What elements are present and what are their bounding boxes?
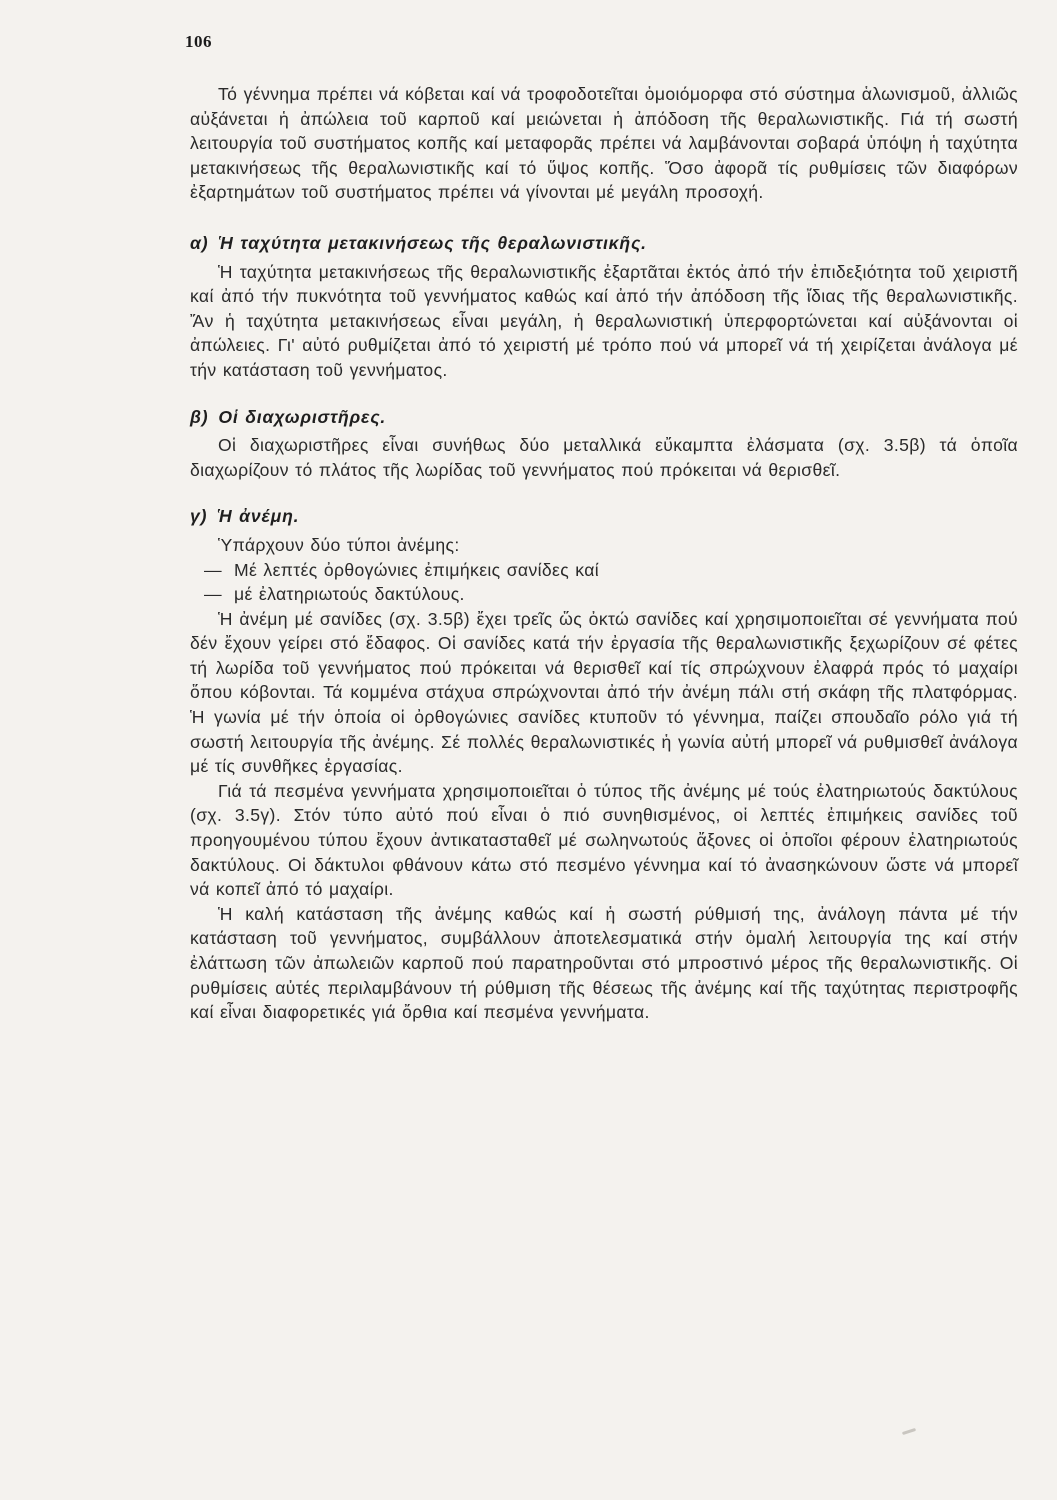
list-dash: — xyxy=(204,559,222,580)
paragraph-dividers: Οἱ διαχωριστῆρες εἶναι συνήθως δύο μεταλλικά εὔκαμπτα ἐλάσματα (σχ. 3.5β) τά ὁποῖα διαχωρίζουν τό πλάτος τῆς λωρίδας τοῦ γεννήματος πού πρόκειται νά θερισθεῖ. xyxy=(190,435,1018,480)
section-heading-speed xyxy=(190,231,1018,256)
paragraph-reel-slats: Ἡ ἀνέμη μέ σανίδες (σχ. 3.5β) ἔχει τρεῖς ὥς ὀκτώ σανίδες καί χρησιμοποιεῖται σέ γεννήματα πού δέν ἔχουν γείρει στό ἔδαφος. Οἱ σανίδες κατά τήν ἐργασία τῆς θεραλωνιστικῆς ξεχωρίζουν σέ φέτες τή λωρίδα τοῦ γεννήματος πού πρόκειται νά θερισθεῖ καί τίς σπρώχνουν ἐλαφρά πρός τό μαχαίρι ὅπου κόβονται. Τά κομμένα στάχυα σπρώχνονται ἀπό τήν ἀνέμη πάλι στή σκάφη τῆς πλατφόρμας. Ἡ γωνία μέ τήν ὁποία οἱ ὀρθογώνιες σανίδες κτυποῦν τό γέννημα, παίζει σπουδαῖο ρόλο γιά τή σωστή λειτουργία τῆς ἀνέμης. Σέ πολλές θεραλωνιστικές ἡ γωνία αὐτή μπορεῖ νά ρυθμισθεῖ ἀνάλογα μέ τίς συνθῆκες ἐργασίας. xyxy=(190,608,1018,777)
section-label: α) xyxy=(190,232,209,253)
page-body xyxy=(190,82,1018,1025)
section-heading-dividers xyxy=(190,405,1018,430)
list-item-text: μέ ἐλατηριωτούς δακτύλους. xyxy=(234,584,465,605)
paragraph-intro: Τό γέννημα πρέπει νά κόβεται καί νά τροφοδοτεῖται ὁμοιόμορφα στό σύστημα ἁλωνισμοῦ, ἀλλιῶς αὐξάνεται ἡ ἀπώλεια τοῦ καρποῦ καί μειώνεται ἡ ἀπόδοση τῆς θεραλωνιστικῆς. Γιά τή σωστή λειτουργία τοῦ συστήματος κοπῆς καί μεταφορᾶς πρέπει νά λαμβάνονται σοβαρά ὑπόψη ἡ ταχύτητα μετακινήσεως τῆς θεραλωνιστικῆς καί τό ὕψος κοπῆς. Ὅσο ἀφορᾶ τίς ρυθμίσεις τῶν διαφόρων ἐξαρτημάτων τοῦ συστήματος πρέπει νά γίνονται μέ μεγάλη προσοχή. xyxy=(190,84,1018,203)
section-title: Ἡ ταχύτητα μετακινήσεως τῆς θεραλωνιστικῆς. xyxy=(218,232,647,253)
reel-types-list xyxy=(190,558,1018,607)
list-item xyxy=(190,558,1018,583)
section-label: γ) xyxy=(190,506,208,527)
section-title: Οἱ διαχωριστῆρες. xyxy=(218,406,387,427)
paragraph-reel-intro: Ὑπάρχουν δύο τύποι ἀνέμης: xyxy=(218,534,460,555)
section-heading-reel xyxy=(190,504,1018,529)
section-title: Ἡ ἀνέμη. xyxy=(217,506,300,527)
list-item-text: Μέ λεπτές ὀρθογώνιες ἐπιμήκεις σανίδες καί xyxy=(234,559,599,580)
paragraph-speed: Ἡ ταχύτητα μετακινήσεως τῆς θεραλωνιστικῆς ἐξαρτᾶται ἐκτός ἀπό τήν ἐπιδεξιότητα τοῦ χειριστῆ καί ἀπό τήν πυκνότητα τοῦ γεννήματος καθώς καί ἀπό τήν ἀπόδοση τῆς ἴδιας τῆς θεραλωνιστικῆς. Ἄν ἡ ταχύτητα μετακινήσεως εἶναι μεγάλη, ἡ θεραλωνιστική ὑπερφορτώνεται καί αὐξάνονται οἱ ἀπώλειες. Γι' αὐτό ρυθμίζεται ἀπό τό χειριστή μέ τρόπο πού νά μπορεῖ νά τή χειρίζεται ἀνάλογα μέ τήν κατάσταση τοῦ γεννήματος. xyxy=(190,261,1018,380)
list-dash: — xyxy=(204,584,222,605)
list-item xyxy=(190,582,1018,607)
scan-mark xyxy=(902,1428,916,1435)
paragraph-reel-fingers: Γιά τά πεσμένα γεννήματα χρησιμοποιεῖται ὁ τύπος τῆς ἀνέμης μέ τούς ἐλατηριωτούς δακτύλους (σχ. 3.5γ). Στόν τύπο αὐτό πού εἶναι ὁ πιό συνηθισμένος, οἱ λεπτές ἐπιμήκεις σανίδες τοῦ προηγουμένου τύπου ἔχουν ἀντικατασταθεῖ μέ σωληνωτούς ἄξονες οἱ ὁποῖοι φέρουν ἐλατηριωτούς δακτύλους. Οἱ δάκτυλοι φθάνουν κάτω στό πεσμένο γέννημα καί τό ἀνασηκώνουν ὥστε νά μπορεῖ νά κοπεῖ ἀπό τό μαχαίρι. xyxy=(190,780,1018,900)
section-label: β) xyxy=(190,406,209,427)
paragraph-reel-condition: Ἡ καλή κατάσταση τῆς ἀνέμης καθώς καί ἡ σωστή ρύθμισή της, ἀνάλογη πάντα μέ τήν κατάσταση τοῦ γεννήματος, συμβάλλουν ἀποτελεσματικά στήν ὁμαλή λειτουργία της καί στήν ἐλάττωση τῶν ἀπωλειῶν καρποῦ πού παρατηροῦνται στό μπροστινό μέρος τῆς θεραλωνιστικῆς. Οἱ ρυθμίσεις αὐτές περιλαμβάνουν τή ρύθμιση τῆς θέσεως τῆς ἀνέμης καί τῆς ταχύτητας περιστροφῆς καί εἶναι διαφορετικές γιά ὄρθια καί πεσμένα γεννήματα. xyxy=(190,903,1018,1023)
page-number: 106 xyxy=(185,32,212,51)
